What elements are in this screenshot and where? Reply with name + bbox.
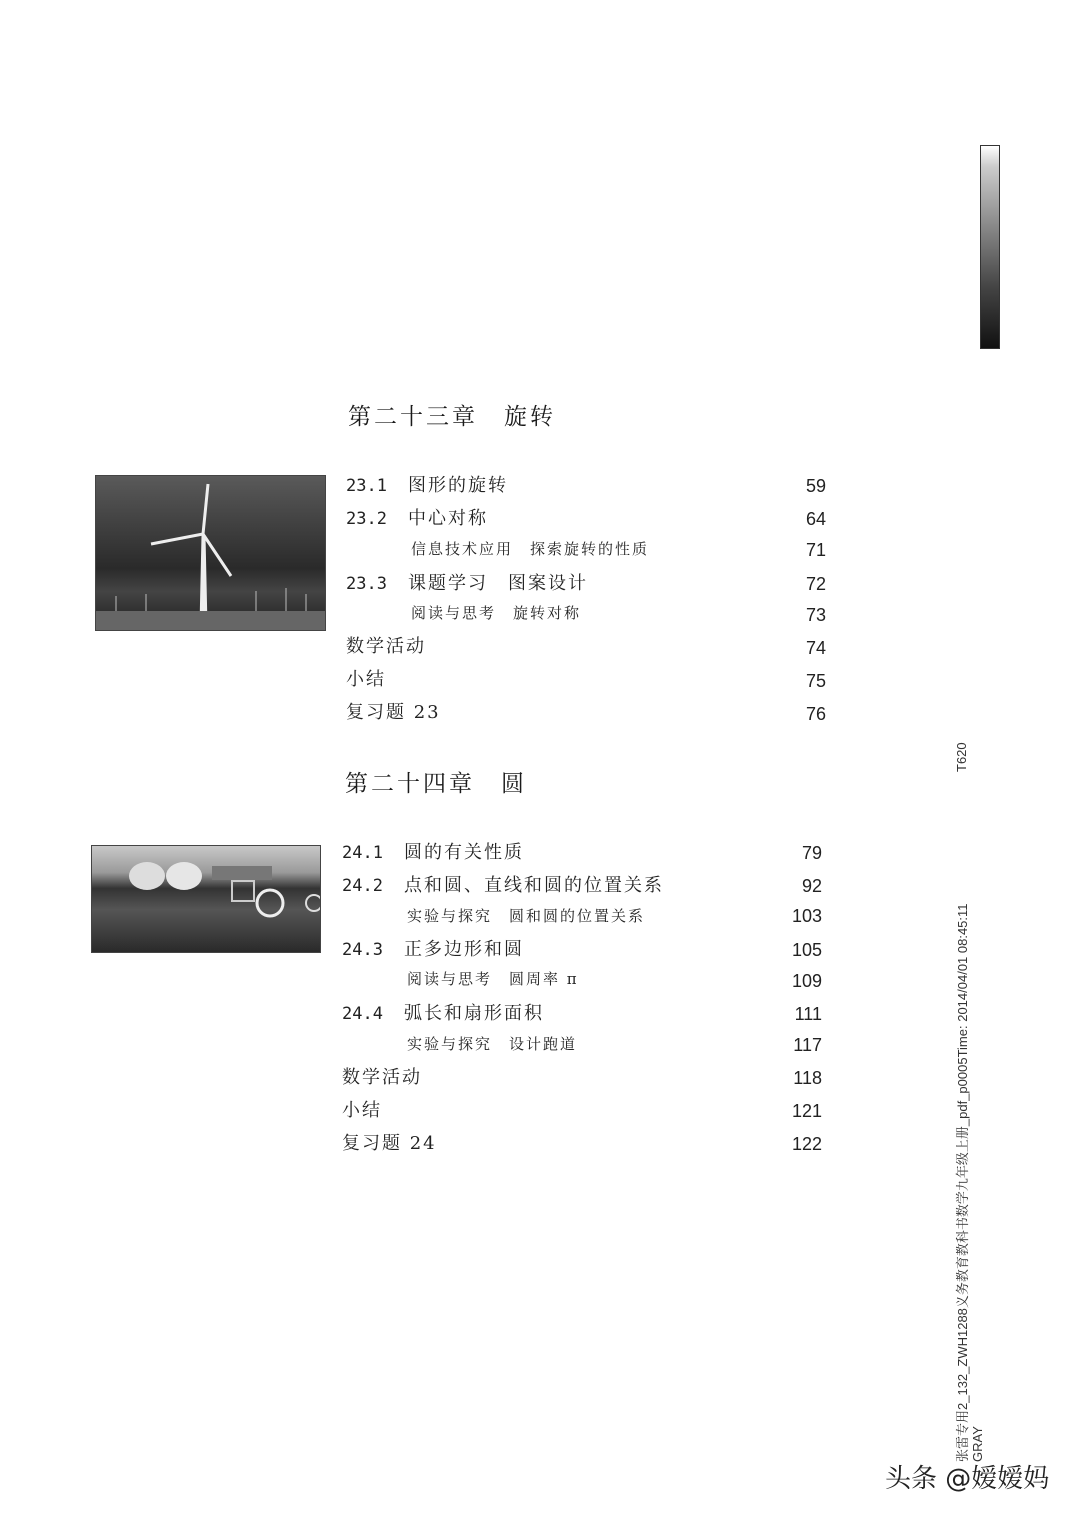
toc-entry[interactable]: 23.3 课题学习 图案设计 (346, 573, 588, 594)
page-number: 79 (801, 843, 822, 863)
page-number: 72 (805, 574, 826, 594)
toc-subentry[interactable]: 信息技术应用 探索旋转的性质 (411, 540, 650, 558)
scan-code: T620 (954, 742, 969, 772)
toc-entry[interactable]: 23.1 图形的旋转 (346, 475, 508, 496)
scan-color-mode: GRAY (970, 1426, 985, 1462)
page-number: 118 (793, 1068, 822, 1088)
page-number: 103 (791, 906, 822, 926)
toc-subentry[interactable]: 阅读与思考 圆周率 π (407, 970, 579, 988)
page-number: 75 (805, 671, 826, 691)
toc-subentry[interactable]: 实验与探究 设计跑道 (407, 1035, 578, 1053)
page-number: 92 (801, 876, 822, 896)
toc-entry[interactable]: 24.2 点和圆、直线和圆的位置关系 (342, 875, 664, 896)
page-number: 74 (805, 638, 826, 658)
page-number: 122 (791, 1134, 822, 1154)
toc-entry[interactable]: 小结 (342, 1100, 382, 1121)
toc-entry[interactable]: 数学活动 (342, 1067, 422, 1088)
wind-turbine-photo (95, 475, 326, 631)
scan-info-line: 张雷专用2_132_ZWH1288义务教育教科书数学九年级上册_pdf_p0005Time: 2014/04/01 08:45:11 (955, 903, 970, 1462)
toc-entry[interactable]: 复习题 24 (342, 1133, 437, 1154)
toc-subentry[interactable]: 实验与探究 圆和圆的位置关系 (407, 907, 646, 925)
page-number: 71 (805, 540, 826, 560)
page-number: 109 (791, 971, 822, 991)
page-number: 117 (793, 1035, 822, 1055)
grassland-yurt-photo (91, 845, 321, 953)
page-number: 59 (805, 476, 826, 496)
toc-entry[interactable]: 复习题 23 (346, 702, 441, 723)
page-number: 111 (794, 1004, 822, 1024)
toc-entry[interactable]: 24.3 正多边形和圆 (342, 939, 524, 960)
page-number: 105 (791, 940, 822, 960)
grayscale-calibration-bar (980, 145, 1000, 349)
toc-entry[interactable]: 24.1 圆的有关性质 (342, 842, 524, 863)
page-number: 121 (791, 1101, 822, 1121)
page-number: 73 (805, 605, 826, 625)
toc-subentry[interactable]: 阅读与思考 旋转对称 (411, 604, 582, 622)
toc-entry[interactable]: 数学活动 (346, 636, 426, 657)
page-number: 76 (805, 704, 826, 724)
watermark: 头条 @嫒嫒妈 (885, 1464, 1050, 1494)
page-number: 64 (805, 509, 826, 529)
toc-entry[interactable]: 24.4 弧长和扇形面积 (342, 1003, 544, 1024)
toc-entry[interactable]: 23.2 中心对称 (346, 508, 488, 529)
chapter-title: 第二十四章 圆 (345, 771, 527, 797)
toc-entry[interactable]: 小结 (346, 669, 386, 690)
chapter-title: 第二十三章 旋转 (348, 404, 556, 430)
